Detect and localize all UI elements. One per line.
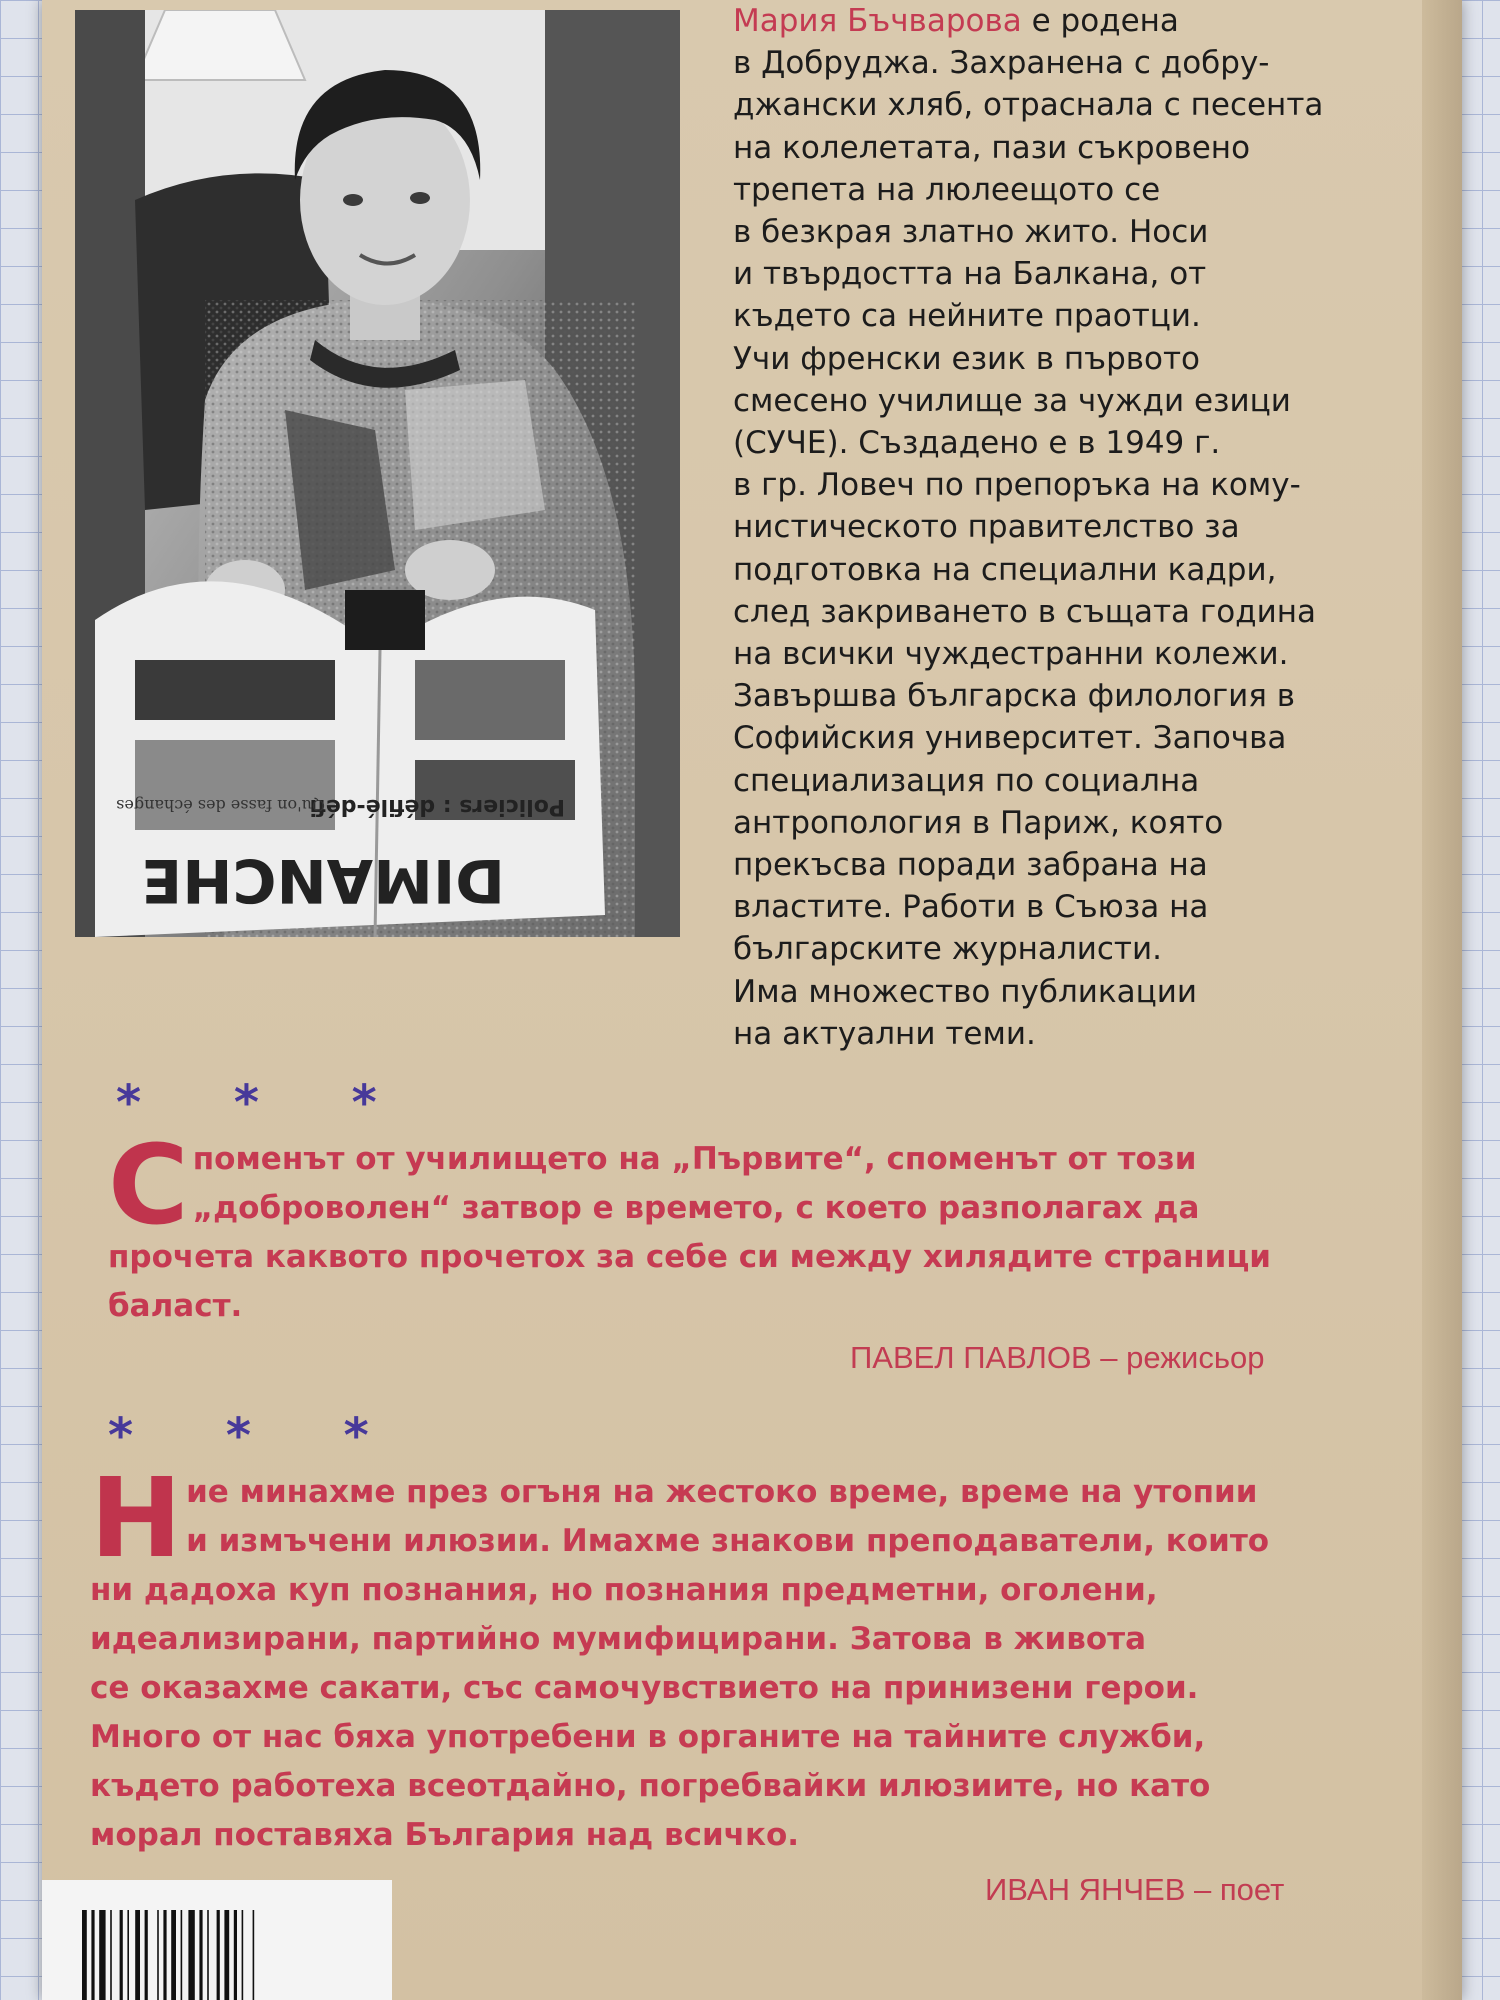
quote-line: където работеха всеотдайно, погребвайки илюзиите, но като	[90, 1768, 1211, 1804]
bio-line: трепета на люлеещото се	[733, 171, 1161, 208]
quote-yanchev	[90, 1454, 1430, 1860]
barcode-bar	[181, 1910, 183, 2000]
bio-line: на актуални теми.	[733, 1015, 1036, 1052]
barcode-bar	[91, 1910, 94, 2000]
bio-line: (СУЧЕ). Създадено е в 1949 г.	[733, 425, 1221, 462]
barcode-bar	[82, 1910, 87, 2000]
bio-line: специализация по социална	[733, 762, 1200, 799]
author-photo-image	[75, 10, 680, 937]
bio-line: Софийския университет. Започва	[733, 720, 1287, 757]
bio-line: джански хляб, отраснала с песента	[733, 87, 1324, 124]
barcode-bar	[199, 1910, 202, 2000]
bio-line: антропология в Париж, която	[733, 804, 1224, 841]
quote-line: Много от нас бяха употребени в органите на тайните служби,	[90, 1719, 1206, 1755]
bio-line: в гр. Ловеч по препоръка на кому-	[733, 467, 1301, 504]
quote-line: се оказахме сакати, със самочувствието на принизени герои.	[90, 1670, 1199, 1706]
bio-line: българските журналисти.	[733, 931, 1162, 968]
bio-line: в Добруджа. Захранена с добру-	[733, 45, 1270, 82]
bio-line: където са нейните праотци.	[733, 298, 1201, 335]
newspaper-masthead: DIMANCHE	[141, 845, 505, 915]
quote-pavlov-dropcap: С	[108, 1121, 189, 1249]
barcode-bar	[120, 1910, 123, 2000]
barcode-bar	[234, 1910, 237, 2000]
barcode-bars	[42, 1880, 392, 2000]
quote-pavlov	[108, 1121, 1428, 1331]
quote-line: морал поставяха България над всичко.	[90, 1817, 800, 1853]
barcode-bar	[171, 1910, 176, 2000]
newspaper-subheadline: Qu'on fasse des échanges	[116, 796, 325, 815]
author-bio	[733, 0, 1403, 1055]
newspaper-headline: Policiers : défilé-défi	[309, 794, 565, 819]
bio-line: Завършва българска филология в	[733, 678, 1296, 715]
author-name: Мария Бъчварова	[733, 3, 1022, 39]
barcode-bar	[217, 1910, 220, 2000]
bio-line: на всички чуждестранни колежи.	[733, 636, 1289, 673]
barcode-bar	[145, 1910, 148, 2000]
bio-line: и твърдостта на Балкана, от	[733, 256, 1207, 293]
separator-stars: * * *	[116, 1075, 415, 1131]
quote-line: баласт.	[108, 1288, 243, 1324]
barcode-bar	[224, 1910, 229, 2000]
barcode-bar	[242, 1910, 244, 2000]
bio-line: смесено училище за чужди езици	[733, 382, 1291, 419]
barcode-bar	[157, 1910, 159, 2000]
barcode-bar	[110, 1910, 112, 2000]
barcode	[42, 1880, 392, 2000]
barcode-bar	[99, 1910, 105, 2000]
quote-line: „доброволен“ затвор е времето, с което разполагах да	[192, 1190, 1200, 1226]
bio-first-line	[733, 0, 1403, 42]
bio-first-line-rest: е родена	[1021, 3, 1179, 39]
attribution-yanchev: ИВАН ЯНЧЕВ – поет	[985, 1872, 1285, 1907]
quote-line: и измъчени илюзии. Имахме знакови преподаватели, които	[186, 1523, 1270, 1559]
quote-line: поменът от училището на „Първите“, споменът от този	[192, 1141, 1197, 1177]
bio-line: подготовка на специални кадри,	[733, 551, 1277, 588]
attribution-pavlov: ПАВЕЛ ПАВЛОВ – режисьор	[850, 1340, 1265, 1375]
bio-line: прекъсва поради забрана на	[733, 847, 1208, 884]
bio-line: нистическото правителство за	[733, 509, 1240, 546]
bio-line: Учи френски език в първото	[733, 340, 1201, 377]
barcode-bar	[127, 1910, 129, 2000]
separator-stars: * * *	[108, 1408, 407, 1464]
author-photo	[75, 10, 680, 937]
barcode-bar	[188, 1910, 194, 2000]
barcode-bar	[135, 1910, 140, 2000]
bio-line: на колелетата, пази съкровено	[733, 129, 1251, 166]
barcode-bar	[163, 1910, 166, 2000]
barcode-bar	[253, 1910, 255, 2000]
quote-yanchev-dropcap: Н	[90, 1454, 183, 1582]
quote-line: прочета каквото прочетох за себе си между хилядите страници	[108, 1239, 1272, 1275]
bio-line: след закриването в същата година	[733, 593, 1317, 630]
quote-line: ни дадоха куп познания, но познания предметни, оголени,	[90, 1572, 1158, 1608]
quote-line: идеализирани, партийно мумифицирани. Затова в живота	[90, 1621, 1147, 1657]
bio-line: властите. Работи в Съюза на	[733, 889, 1209, 926]
bio-line: Има множество публикации	[733, 973, 1198, 1010]
quote-line: ие минахме през огъня на жестоко време, време на утопии	[186, 1474, 1258, 1510]
bio-line: в безкрая златно жито. Носи	[733, 214, 1209, 251]
barcode-bar	[207, 1910, 209, 2000]
